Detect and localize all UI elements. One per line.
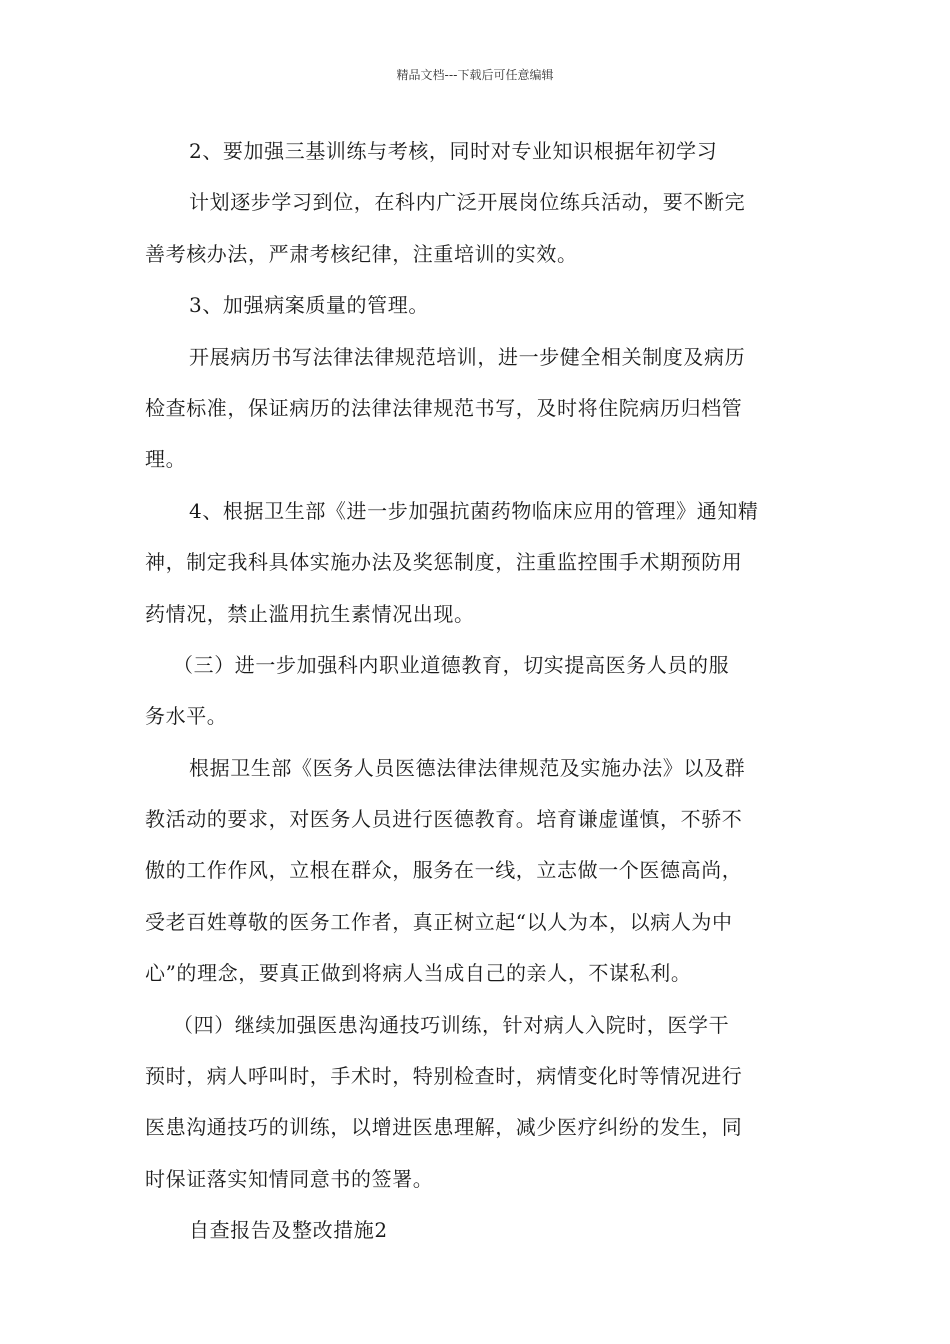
text-line: 根据卫生部《医务人员医德法律法律规范及实施办法》以及群: [189, 755, 746, 780]
text-line: 教活动的要求，对医务人员进行医德教育。培育谦虚谨慎，不骄不: [145, 807, 743, 832]
text-line: 理。: [145, 447, 187, 472]
document-body: [145, 131, 807, 1262]
text-line: 傲的工作作风，立根在群众，服务在一线，立志做一个医德高尚，: [145, 858, 743, 883]
text-line: 计划逐步学习到位，在科内广泛开展岗位练兵活动，要不断完: [189, 190, 746, 215]
text-line: 药情况，禁止滥用抗生素情况出现。: [145, 601, 475, 626]
text-line: 医患沟通技巧的训练，以增进医患理解，减少医疗纠纷的发生，同: [145, 1115, 743, 1140]
text-line: 受老百姓尊敬的医务工作者，真正树立起“以人为本，以病人为中: [145, 909, 733, 934]
text-line: 开展病历书写法律法律规范培训，进一步健全相关制度及病历: [189, 344, 746, 369]
text-line: 检查标准，保证病历的法律法律规范书写，及时将住院病历归档管: [145, 395, 743, 420]
section-heading: 自查报告及整改措施2: [189, 1218, 388, 1243]
text-line: 务水平。: [145, 704, 228, 729]
text-line: 神，制定我科具体实施办法及奖惩制度，注重监控围手术期预防用: [145, 550, 743, 575]
text-line: （四）继续加强医患沟通技巧训练，针对病人入院时，医学干: [173, 1012, 730, 1037]
text-line: 2、要加强三基训练与考核，同时对专业知识根据年初学习: [189, 139, 718, 163]
text-line: 3、加强病案质量的管理。: [189, 293, 429, 318]
text-line: 时保证落实知情同意书的签署。: [145, 1166, 434, 1191]
text-line: 4、根据卫生部《进一步加强抗菌药物临床应用的管理》通知精: [189, 498, 759, 523]
page-header: 精品文档---下载后可任意编辑: [396, 68, 554, 82]
text-line: 善考核办法，严肃考核纪律，注重培训的实效。: [145, 241, 578, 266]
text-line: 预时，病人呼叫时，手术时，特别检查时，病情变化时等情况进行: [145, 1064, 743, 1089]
text-line: 心”的理念，要真正做到将病人当成自己的亲人，不谋私利。: [145, 961, 692, 986]
text-line: （三）进一步加强科内职业道德教育，切实提高医务人员的服: [173, 652, 730, 677]
